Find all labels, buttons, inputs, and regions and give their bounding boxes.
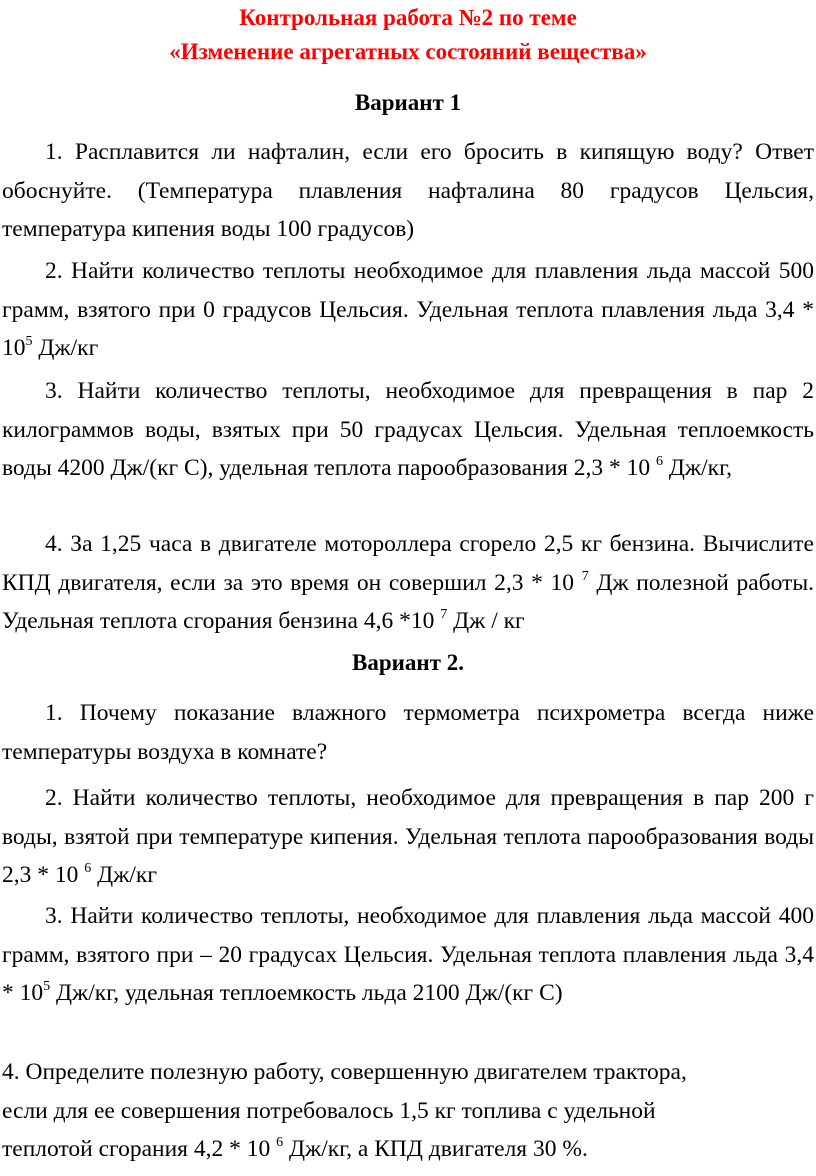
task-text: Дж полезной работы. Удельная теплота сгорания бензина 4,6 *10: [2, 569, 814, 634]
variant-1-task-3: [2, 372, 814, 488]
exponent: 6: [656, 454, 663, 469]
exponent: 6: [276, 1135, 284, 1150]
variant-1-task-2: [2, 252, 814, 368]
task-text: 2. Найти количество теплоты, необходимое для превращения в пар 200 г воды, взятой при температуре кипения. Удельная теплота парообразования воды 2,3 * 10: [2, 785, 814, 888]
task-text: 1. Расплавится ли нафталин, если его бросить в кипящую воду? Ответ обоснуйте. (Температура плавления нафталина 80 градусов Цельсия, температура кипения воды 100 градусов): [2, 139, 814, 242]
task-text: 4. За 1,25 часа в двигателе мотороллера сгорело 2,5 кг бензина. Вычислите КПД двигателя, если за это время он совершил 2,3 * 10: [2, 531, 814, 596]
task-line: [2, 1130, 814, 1169]
task-text: 3. Найти количество теплоты, необходимое для превращения в пар 2 килограммов воды, взятых при 50 градусах Цельсия. Удельная теплоемкость воды 4200 Дж/(кг С), удельная теплота парообразования 2,3 * 10: [2, 378, 814, 481]
variant-2-task-1: [2, 694, 814, 771]
task-text: 1. Почему показание влажного термометра психрометра всегда ниже температуры воздуха в комнате?: [2, 700, 814, 765]
task-text: Дж/кг: [91, 862, 157, 888]
task-text: теплотой сгорания 4,2 * 10: [2, 1136, 277, 1162]
exponent: 5: [43, 979, 51, 994]
exponent: 7: [581, 568, 589, 584]
task-text: 2. Найти количество теплоты необходимое для плавления льда массой 500 грамм, взятого при 0 градусов Цельсия. Удельная теплота плавления льда 3,4 * 10: [2, 258, 814, 361]
variant-1-task-4: [2, 525, 814, 641]
document-title-line-1: Контрольная работа №2 по теме: [239, 5, 577, 30]
variant-2-heading: Вариант 2.: [352, 650, 464, 675]
variant-2-task-3: [2, 897, 814, 1013]
task-text: Дж/кг, удельная теплоемкость льда 2100 Дж/(кг С): [50, 980, 563, 1006]
exponent: 7: [440, 607, 448, 622]
variant-1-task-1: [2, 133, 814, 249]
task-text: Дж/кг: [32, 335, 99, 361]
task-line: 4. Определите полезную работу, совершенную двигателем трактора,: [2, 1059, 687, 1085]
variant-2-task-4: [2, 1053, 814, 1169]
task-text: 3. Найти количество теплоты, необходимое для плавления льда массой 400 грамм, взятого при – 20 градусах Цельсия. Удельная теплота плавления льда 3,4 * 10: [2, 903, 814, 1006]
exponent: 6: [84, 861, 92, 876]
variant-2-task-2: [2, 779, 814, 895]
document-title-line-2: «Изменение агрегатных состояний вещества»: [169, 39, 647, 64]
task-text: Дж/кг, а КПД двигателя 30 %.: [283, 1136, 588, 1162]
variant-1-heading: Вариант 1: [354, 90, 462, 115]
task-line: если для ее совершения потребовалось 1,5 кг топлива с удельной: [2, 1097, 656, 1124]
task-text: Дж / кг: [447, 608, 525, 634]
task-text: Дж/кг,: [663, 455, 732, 481]
exponent: 5: [25, 334, 33, 349]
